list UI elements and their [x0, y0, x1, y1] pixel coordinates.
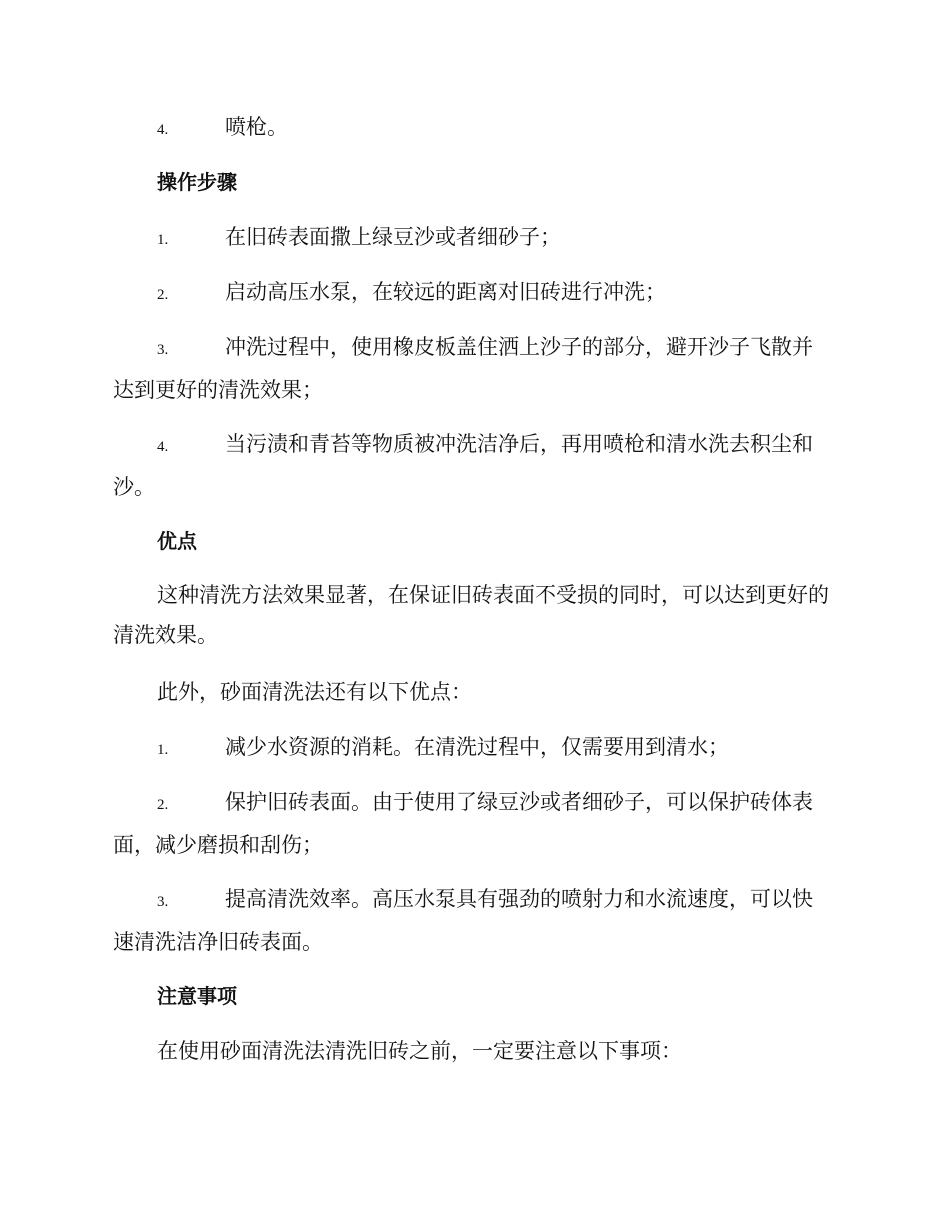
list-number: 3. — [157, 894, 169, 910]
list-number: 1. — [157, 742, 169, 758]
list-item — [113, 727, 833, 770]
list-item — [113, 107, 833, 150]
list-text: 在旧砖表面撒上绿豆沙或者细砂子； — [225, 225, 561, 249]
list-number: 1. — [157, 232, 169, 248]
section-heading-steps: 操作步骤 — [157, 170, 237, 194]
list-item — [113, 327, 833, 410]
list-number: 4. — [157, 122, 169, 138]
list-text: 启动高压水泵，在较远的距离对旧砖进行冲洗； — [225, 280, 666, 304]
list-item — [113, 272, 833, 315]
list-text: 保护旧砖表面。由于使用了绿豆沙或者细砂子，可以保护砖体表面，减少磨损和刮伤； — [113, 790, 813, 857]
list-item — [113, 424, 833, 507]
paragraph: 在使用砂面清洗法清洗旧砖之前，一定要注意以下事项： — [157, 1039, 682, 1063]
section-heading-notes: 注意事项 — [157, 984, 237, 1008]
list-text: 冲洗过程中，使用橡皮板盖住洒上沙子的部分，避开沙子飞散并达到更好的清洗效果； — [113, 335, 813, 402]
list-number: 3. — [157, 342, 169, 358]
list-item — [113, 782, 833, 865]
paragraph: 此外，砂面清洗法还有以下优点： — [157, 680, 472, 704]
list-number: 2. — [157, 797, 169, 813]
list-text: 减少水资源的消耗。在清洗过程中，仅需要用到清水； — [225, 735, 729, 759]
list-number: 4. — [157, 439, 169, 455]
list-text: 提高清洗效率。高压水泵具有强劲的喷射力和水流速度，可以快速清洗洁净旧砖表面。 — [113, 887, 813, 954]
list-item — [113, 217, 833, 260]
list-number: 2. — [157, 287, 169, 303]
list-item — [113, 879, 833, 962]
section-heading-advantages: 优点 — [157, 529, 197, 553]
list-text: 喷枪。 — [225, 115, 288, 139]
paragraph: 这种清洗方法效果显著，在保证旧砖表面不受损的同时，可以达到更好的清洗效果。 — [113, 583, 829, 647]
list-text: 当污渍和青苔等物质被冲洗洁净后，再用喷枪和清水洗去积尘和沙。 — [113, 432, 813, 499]
